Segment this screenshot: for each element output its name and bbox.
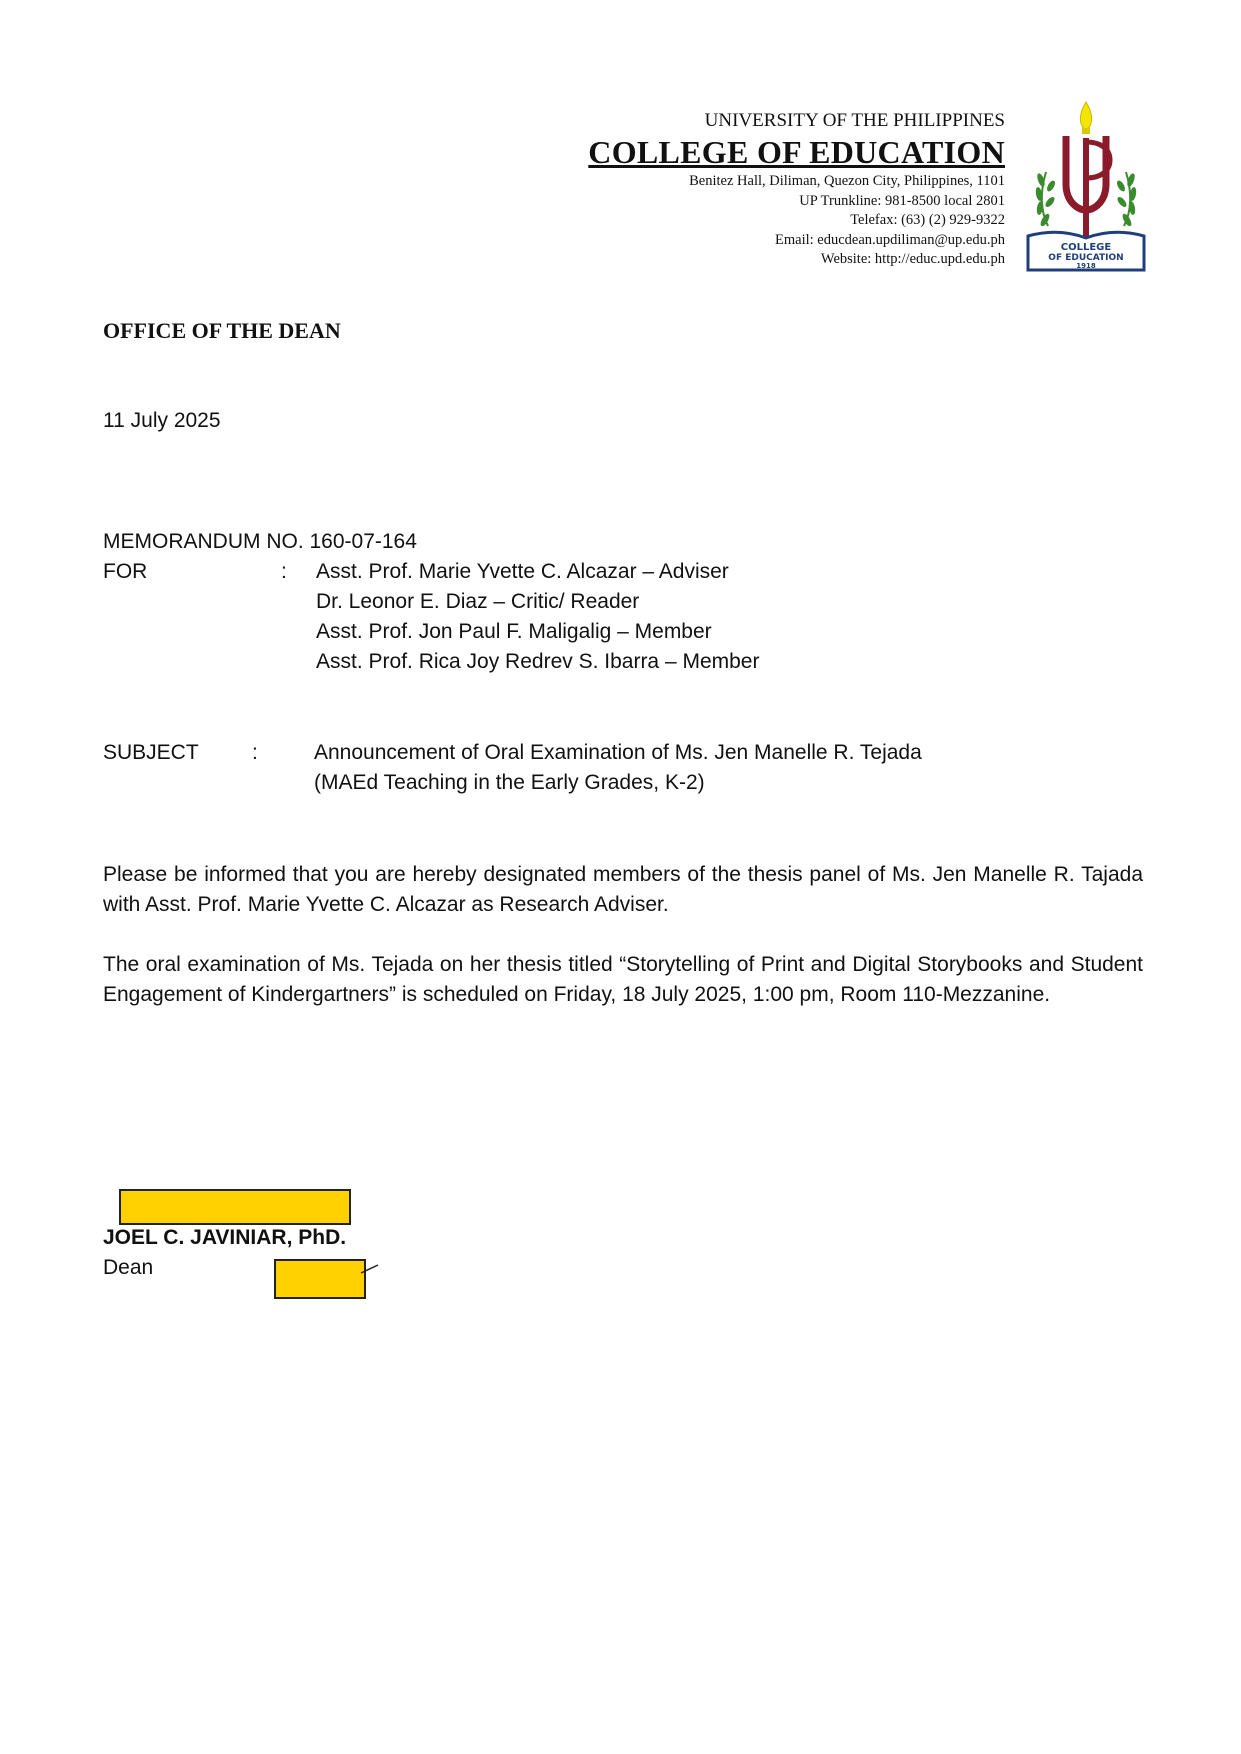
signature-redaction: [119, 1189, 351, 1225]
paragraph-oral-exam-schedule: The oral examination of Ms. Tejada on her thesis titled “Storytelling of Print and Digital Storybooks and Student Engagement of Kindergartners” is scheduled on Friday, 18 July 2025, 1:00 pm, Room 110-Mezzanine.: [103, 953, 1143, 1006]
for-colon: :: [281, 560, 287, 583]
subject-value: [314, 738, 922, 798]
subject-line-1: Announcement of Oral Examination of Ms. Jen Manelle R. Tejada: [314, 741, 922, 764]
college-seal-logo: [1022, 98, 1150, 278]
university-name: UNIVERSITY OF THE PHILIPPINES: [704, 110, 1005, 131]
address: Benitez Hall, Diliman, Quezon City, Philippines, 1101: [689, 173, 1005, 189]
subject-line-2: (MAEd Teaching in the Early Grades, K-2): [314, 771, 705, 794]
trunkline: UP Trunkline: 981-8500 local 2801: [799, 192, 1005, 209]
college-name: COLLEGE OF EDUCATION: [588, 134, 1005, 170]
office-heading: OFFICE OF THE DEAN: [103, 318, 341, 343]
logo-text-education: OF EDUCATION: [1048, 253, 1124, 263]
initials-redaction: [274, 1259, 366, 1299]
recipient-item: Asst. Prof. Jon Paul F. Maligalig – Member: [316, 620, 712, 643]
website: Website: http://educ.upd.edu.ph: [820, 251, 1005, 267]
paragraph-panel-designation: Please be informed that you are hereby designated members of the thesis panel of Ms. Jen Manelle R. Tajada with Asst. Prof. Marie Yvette C. Alcazar as Research Adviser.: [103, 863, 1143, 916]
logo-text-college: COLLEGE: [1060, 242, 1112, 253]
recipient-list: [316, 557, 759, 677]
for-label: FOR: [103, 560, 148, 583]
signatory-name: JOEL C. JAVINIAR, PhD.: [103, 1226, 347, 1249]
recipient-item: Asst. Prof. Rica Joy Redrev S. Ibarra – Member: [316, 650, 760, 673]
memo-date: 11 July 2025: [103, 409, 221, 432]
subject-label: SUBJECT: [103, 741, 199, 764]
telefax: Telefax: (63) (2) 929-9322: [850, 212, 1005, 228]
logo-text-year: 1918: [1076, 262, 1096, 270]
subject-colon: :: [252, 741, 258, 764]
recipient-item: Dr. Leonor E. Diaz – Critic/ Reader: [316, 590, 640, 613]
email: Email: educdean.updiliman@up.edu.ph: [775, 231, 1005, 248]
pen-stroke-mark: [360, 1264, 380, 1274]
signatory-title: Dean: [103, 1256, 154, 1279]
recipient-item: Asst. Prof. Marie Yvette C. Alcazar – Adviser: [316, 560, 729, 583]
memo-number: MEMORANDUM NO. 160-07-164: [103, 530, 417, 553]
letterhead: [588, 110, 1005, 270]
